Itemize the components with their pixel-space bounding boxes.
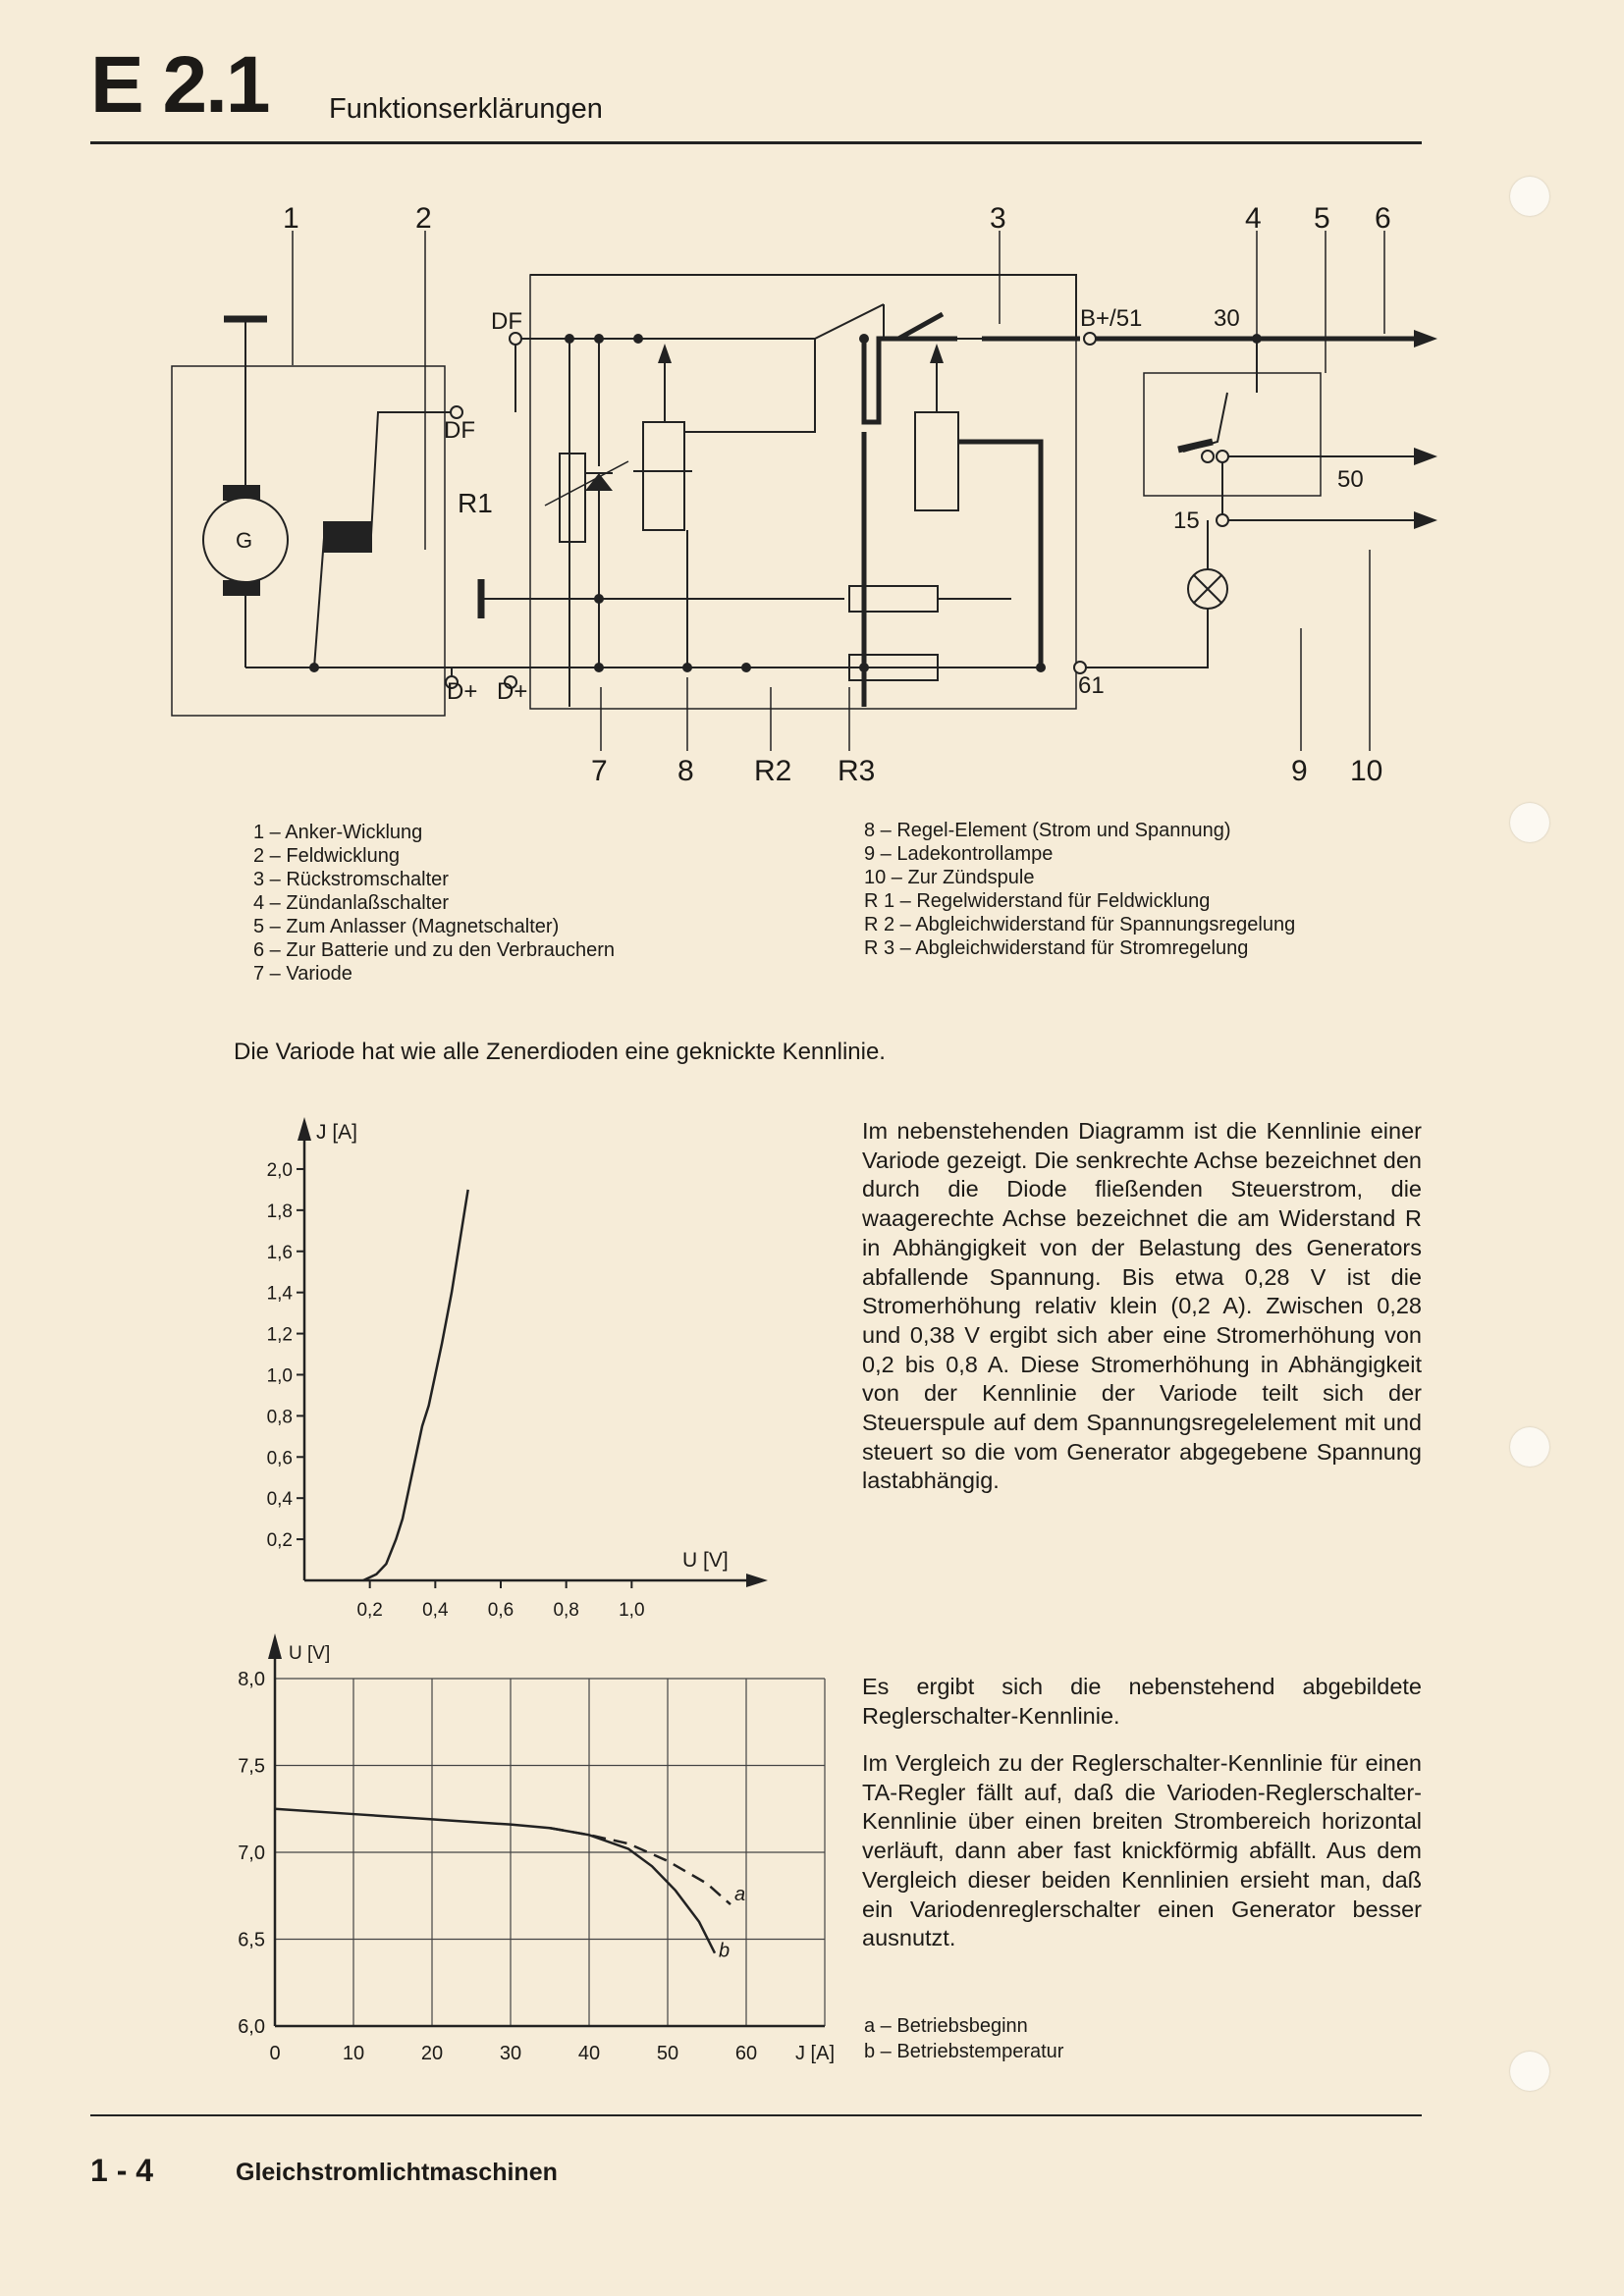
x-tick-label: 0,4	[422, 1600, 449, 1621]
paragraph-intro: Es ergibt sich die nebenstehend abgebildete Reglerschalter-Kennlinie.	[862, 1674, 1422, 1729]
callout-8: 8	[677, 755, 694, 787]
variode-curve	[363, 1190, 468, 1580]
x-tick-label: 0	[269, 2043, 281, 2064]
legend-item: R 2 – Abgleichwiderstand für Spannungsregelung	[864, 914, 1296, 935]
y-tick-label: 7,0	[238, 1842, 265, 1864]
x-axis-label: U [V]	[682, 1549, 729, 1572]
callout-2: 2	[415, 202, 432, 235]
legend-item: 7 – Variode	[253, 963, 352, 985]
label-30: 30	[1214, 305, 1240, 332]
y-axis-arrow	[268, 1633, 282, 1659]
y-tick-label: 1,8	[266, 1201, 293, 1222]
x-tick-label: 50	[656, 2043, 679, 2064]
curve-label-a: a	[734, 1884, 746, 1906]
caption: Die Variode hat wie alle Zenerdioden eine geknickte Kennlinie.	[234, 1039, 886, 1065]
callout-5: 5	[1314, 202, 1330, 235]
legend-right	[864, 819, 1295, 960]
legend-left	[253, 821, 615, 986]
y-tick-label: 2,0	[266, 1159, 293, 1181]
y-tick-label: 8,0	[238, 1669, 265, 1690]
y-tick-label: 1,4	[266, 1283, 293, 1305]
x-tick-label: 0,2	[356, 1600, 383, 1621]
y-axis-label: U [V]	[289, 1643, 331, 1664]
x-tick-label: 0,6	[487, 1600, 514, 1621]
curve-legend-a: a – Betriebsbeginn	[864, 2015, 1028, 2037]
callout-1: 1	[283, 202, 299, 235]
y-tick-label: 1,6	[266, 1242, 293, 1263]
callout-9: 9	[1291, 755, 1308, 787]
footer-title: Gleichstromlichtmaschinen	[236, 2159, 558, 2186]
callout-3: 3	[990, 202, 1006, 235]
binder-hole	[1510, 1427, 1549, 1467]
x-tick-label: 60	[734, 2043, 758, 2064]
binder-hole	[1510, 2052, 1549, 2091]
legend-item: 4 – Zündanlaßschalter	[253, 892, 450, 914]
ignition-switch-housing	[1144, 373, 1321, 496]
y-tick-label: 1,2	[266, 1324, 293, 1346]
legend-item: 1 – Anker-Wicklung	[253, 822, 423, 843]
x-axis-arrow	[746, 1574, 768, 1587]
page-title: Funktionserklärungen	[329, 93, 603, 125]
y-tick-label: 1,0	[266, 1365, 293, 1387]
section-number: E 2.1	[90, 40, 269, 130]
callout-7: 7	[591, 755, 608, 787]
regler-chart	[224, 1620, 836, 2071]
legend-item: 3 – Rückstromschalter	[253, 869, 449, 890]
y-tick-label: 6,0	[238, 2016, 265, 2038]
y-axis-label: J [A]	[316, 1121, 358, 1144]
legend-item: 5 – Zum Anlasser (Magnetschalter)	[253, 916, 560, 937]
legend-item: R 3 – Abgleichwiderstand für Stromregelung	[864, 937, 1249, 959]
legend-item: R 1 – Regelwiderstand für Feldwicklung	[864, 890, 1211, 912]
page-number: 1 - 4	[90, 2153, 154, 2188]
legend-item: 8 – Regel-Element (Strom und Spannung)	[864, 820, 1231, 841]
callout-6: 6	[1375, 202, 1391, 235]
callout-10: 10	[1350, 755, 1383, 787]
curve-legend-b: b – Betriebstemperatur	[864, 2041, 1064, 2062]
label-df-mid: DF	[444, 417, 475, 444]
label-15: 15	[1173, 507, 1200, 534]
y-tick-label: 0,8	[266, 1407, 293, 1428]
label-50: 50	[1337, 466, 1364, 493]
callout-r2: R2	[754, 755, 792, 787]
legend-item: 2 – Feldwicklung	[253, 845, 400, 867]
curve-legend	[864, 2013, 1063, 2064]
y-axis-arrow	[298, 1117, 311, 1141]
label-df-top: DF	[491, 308, 522, 335]
label-61: 61	[1078, 672, 1105, 699]
callout-4: 4	[1245, 202, 1262, 235]
x-tick-label: 40	[577, 2043, 601, 2064]
x-tick-label: 20	[420, 2043, 444, 2064]
callout-r3: R3	[838, 755, 876, 787]
x-tick-label: 10	[342, 2043, 365, 2064]
y-tick-label: 0,4	[266, 1489, 293, 1511]
x-tick-label: 1,0	[619, 1600, 645, 1621]
paragraph-comparison: Im Vergleich zu der Reglerschalter-Kennlinie für einen TA-Regler fällt auf, daß die Varioden-Reglerschalter-Kennlinie über einen breiten Strombereich horizontal verläuft, dann aber fast knickförmig abfällt. Aus dem Vergleich dieser beiden Kennlinien ersieht man, daß ein Variodenreglerschalter einen Generator besser ausnutzt.	[862, 1750, 1422, 1951]
y-tick-label: 6,5	[238, 1929, 265, 1951]
x-axis-label: J [A]	[795, 2043, 836, 2064]
legend-item: 10 – Zur Zündspule	[864, 867, 1035, 888]
curve-a	[550, 1828, 731, 1904]
label-d-plus-1: D+	[447, 678, 478, 705]
label-generator: G	[236, 528, 253, 553]
footer-rule	[90, 2114, 1422, 2116]
legend-item: 6 – Zur Batterie und zu den Verbrauchern	[253, 939, 616, 961]
label-d-plus-2: D+	[497, 678, 528, 705]
legend-item: 9 – Ladekontrollampe	[864, 843, 1054, 865]
x-tick-label: 0,8	[553, 1600, 579, 1621]
y-tick-label: 0,2	[266, 1530, 293, 1552]
label-r1: R1	[458, 488, 493, 518]
label-b51: B+/51	[1080, 305, 1143, 332]
curve-b	[275, 1809, 715, 1953]
variode-chart	[226, 1099, 795, 1621]
circuit-diagram	[0, 0, 1624, 805]
x-tick-label: 30	[499, 2043, 522, 2064]
paragraph-variode: Im nebenstehenden Diagramm ist die Kennlinie einer Variode gezeigt. Die senkrechte Achse bezeichnet den durch die Diode fließenden Steuerstrom, die waagerechte Achse bezeichnet die am Widerstand R in Abhängigkeit von der Belastung des Generators abfallende Spannung. Bis etwa 0,28 V ist die Stromerhöhung relativ klein (0,2 A). Zwischen 0,28 und 0,38 V ergibt sich aber eine Stromerhöhung von 0,2 bis 0,8 A. Diese Stromerhöhung in Abhängigkeit von der Kennlinie der Variode teilt sich der Steuerspule auf dem Spannungsregelelement mit und steuert so die vom Generator abgegebene Spannung lastabhängig.	[862, 1118, 1422, 1494]
binder-hole	[1510, 803, 1549, 842]
y-tick-label: 0,6	[266, 1448, 293, 1469]
y-tick-label: 7,5	[238, 1755, 265, 1778]
curve-label-b: b	[719, 1940, 731, 1962]
